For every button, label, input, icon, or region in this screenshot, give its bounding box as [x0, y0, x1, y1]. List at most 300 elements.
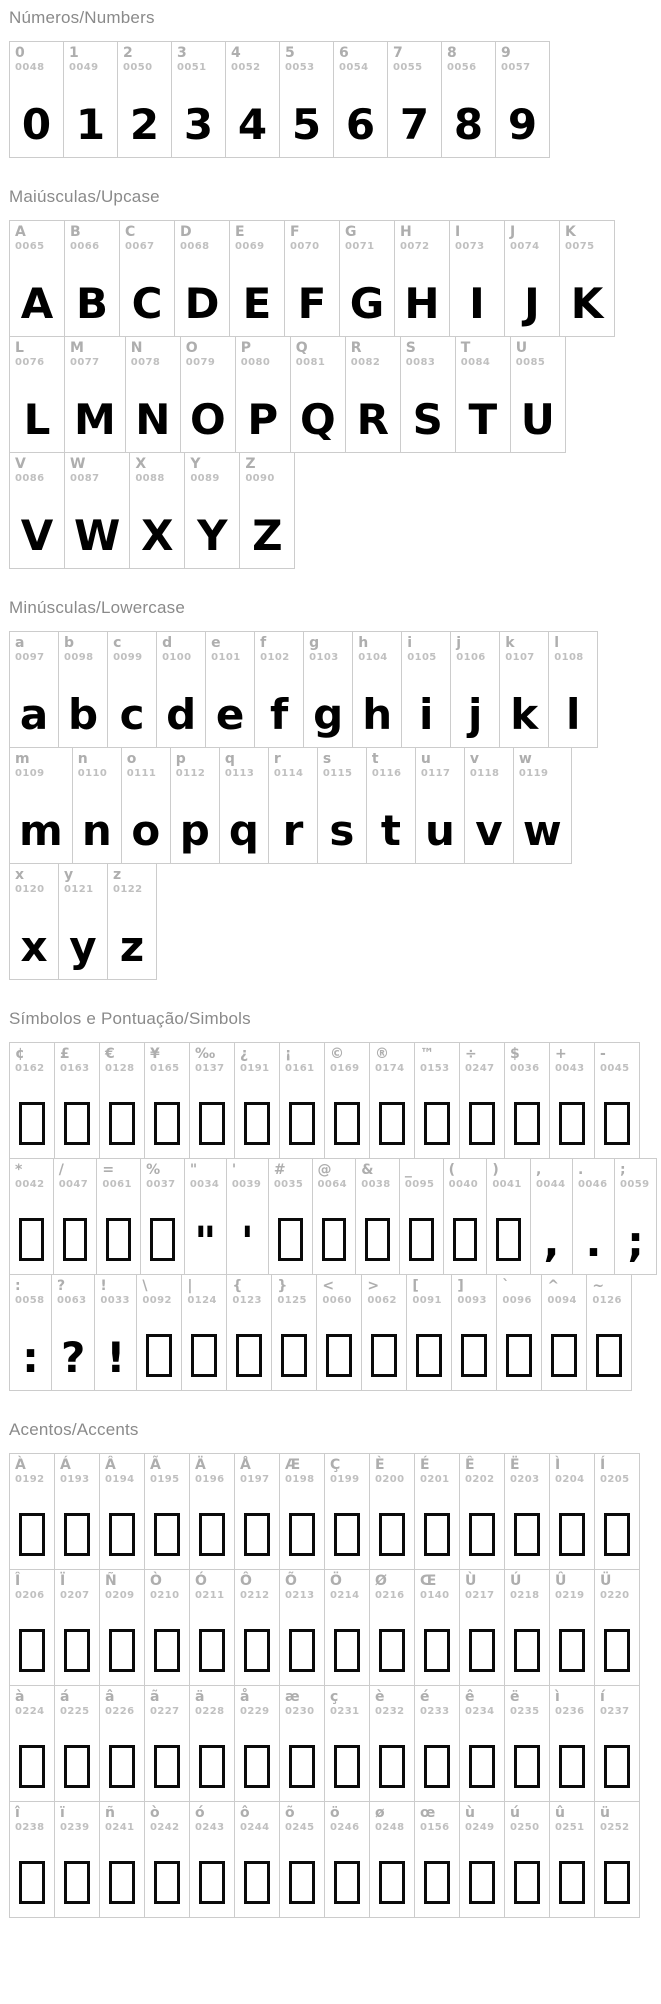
cell-glyph: s: [329, 806, 355, 856]
cell-header: [10, 337, 64, 368]
char-row: [9, 1569, 657, 1686]
cell-unicode-code: 0198: [285, 1473, 315, 1485]
cell-glyph: [550, 1485, 594, 1569]
char-cell: [324, 1801, 370, 1918]
cell-char-label: i: [407, 635, 413, 651]
cell-header: [325, 1454, 369, 1485]
cell-glyph: [325, 1717, 369, 1801]
missing-glyph-box: [559, 1629, 585, 1672]
cell-glyph: W: [74, 511, 121, 561]
cell-char-label: ¡: [285, 1046, 292, 1062]
cell-header: [190, 1686, 234, 1717]
cell-glyph: [505, 1717, 549, 1801]
char-cell: [594, 1801, 640, 1918]
char-cell: [72, 747, 122, 864]
cell-char-label: U: [515, 340, 528, 356]
cell-header: [10, 632, 58, 663]
cell-header: [118, 42, 171, 73]
cell-unicode-code: 0193: [60, 1473, 90, 1485]
section-rows: [9, 631, 657, 980]
cell-unicode-code: 0231: [330, 1705, 360, 1717]
cell-unicode-code: 0243: [195, 1821, 225, 1833]
cell-char-label: o: [126, 751, 137, 767]
char-cell: [369, 1453, 415, 1570]
missing-glyph-box: [551, 1334, 577, 1377]
char-cell: [572, 1158, 615, 1275]
cell-glyph: q: [228, 806, 259, 856]
cell-glyph: [100, 1601, 144, 1685]
cell-unicode-code: 0122: [113, 883, 143, 895]
cell-glyph: [55, 1833, 99, 1917]
cell-glyph: [280, 1485, 324, 1569]
cell-glyph: ': [240, 1217, 254, 1267]
cell-unicode-code: 0191: [240, 1062, 270, 1074]
char-cell: [54, 1042, 100, 1159]
cell-unicode-code: 0042: [15, 1178, 45, 1190]
cell-unicode-code: 0091: [412, 1294, 442, 1306]
cell-header: [145, 1802, 189, 1833]
char-cell: [549, 1801, 595, 1918]
cell-char-label: à: [15, 1689, 25, 1705]
cell-unicode-code: 0242: [150, 1821, 180, 1833]
missing-glyph-box: [289, 1745, 315, 1788]
cell-glyph: [550, 1717, 594, 1801]
char-row: [9, 220, 657, 337]
missing-glyph-box: [424, 1513, 450, 1556]
cell-glyph: 4: [237, 100, 268, 150]
cell-char-label: @: [317, 1162, 332, 1178]
cell-char-label: ü: [600, 1805, 610, 1821]
cell-header: [59, 632, 107, 663]
cell-unicode-code: 0070: [290, 240, 320, 252]
char-cell: [316, 1274, 362, 1391]
char-cell: [9, 452, 65, 569]
cell-char-label: ?: [57, 1278, 66, 1294]
char-cell: [414, 1453, 460, 1570]
char-cell: [171, 41, 226, 158]
cell-glyph: [542, 1306, 586, 1390]
cell-header: [190, 1454, 234, 1485]
char-cell: [459, 1042, 505, 1159]
missing-glyph-box: [64, 1861, 90, 1904]
cell-unicode-code: 0140: [420, 1589, 450, 1601]
cell-char-label: ©: [330, 1046, 344, 1062]
cell-unicode-code: 0217: [465, 1589, 495, 1601]
cell-header: [181, 337, 235, 368]
missing-glyph-box: [19, 1102, 45, 1145]
cell-char-label: Ü: [600, 1573, 612, 1589]
cell-char-label: é: [420, 1689, 430, 1705]
missing-glyph-box: [469, 1102, 495, 1145]
cell-char-label: e: [211, 635, 221, 651]
cell-header: [269, 748, 317, 779]
cell-unicode-code: 0137: [195, 1062, 225, 1074]
char-cell: [339, 220, 395, 337]
cell-header: [465, 748, 513, 779]
cell-header: [573, 1159, 614, 1190]
cell-header: [64, 42, 117, 73]
missing-glyph-box: [199, 1861, 225, 1904]
char-cell: [9, 1042, 55, 1159]
cell-char-label: 0: [15, 45, 25, 61]
cell-unicode-code: 0128: [105, 1062, 135, 1074]
char-cell: [121, 747, 171, 864]
cell-char-label: è: [375, 1689, 385, 1705]
cell-glyph: [415, 1717, 459, 1801]
cell-glyph: [141, 1190, 184, 1274]
cell-header: [367, 748, 415, 779]
cell-glyph: Z: [252, 511, 283, 561]
cell-glyph: 6: [345, 100, 376, 150]
cell-header: [511, 337, 565, 368]
cell-unicode-code: 0081: [295, 356, 326, 368]
cell-unicode-code: 0165: [150, 1062, 180, 1074]
cell-header: [325, 1802, 369, 1833]
char-cell: [144, 1042, 190, 1159]
cell-unicode-code: 0078: [130, 356, 161, 368]
char-cell: [594, 1685, 640, 1802]
cell-unicode-code: 0061: [102, 1178, 132, 1190]
cell-char-label: ë: [510, 1689, 520, 1705]
cell-unicode-code: 0205: [600, 1473, 630, 1485]
cell-unicode-code: 0110: [77, 767, 108, 779]
cell-glyph: L: [23, 395, 51, 445]
cell-unicode-code: 0056: [447, 61, 477, 73]
cell-unicode-code: 0055: [393, 61, 423, 73]
missing-glyph-box: [289, 1102, 315, 1145]
char-cell: [9, 41, 64, 158]
cell-char-label: P: [240, 340, 252, 356]
missing-glyph-box: [199, 1745, 225, 1788]
cell-char-label: n: [77, 751, 88, 767]
cell-unicode-code: 0058: [15, 1294, 45, 1306]
cell-header: [137, 1275, 181, 1306]
cell-glyph: [325, 1074, 369, 1158]
cell-char-label: Z: [245, 456, 256, 472]
cell-header: [549, 632, 597, 663]
char-cell: [226, 1158, 269, 1275]
cell-header: [415, 1802, 459, 1833]
char-row: [9, 336, 657, 453]
cell-glyph: [227, 1306, 271, 1390]
cell-header: [415, 1043, 459, 1074]
cell-header: [65, 337, 125, 368]
cell-char-label: B: [70, 224, 81, 240]
cell-char-label: î: [15, 1805, 20, 1821]
cell-unicode-code: 0201: [420, 1473, 450, 1485]
cell-header: [317, 1275, 361, 1306]
cell-header: [54, 1159, 97, 1190]
cell-unicode-code: 0069: [235, 240, 265, 252]
cell-unicode-code: 0232: [375, 1705, 405, 1717]
cell-char-label: D: [180, 224, 192, 240]
cell-unicode-code: 0067: [125, 240, 155, 252]
cell-header: [407, 1275, 451, 1306]
cell-unicode-code: 0036: [510, 1062, 540, 1074]
cell-glyph: X: [141, 511, 174, 561]
section-rows: [9, 41, 657, 158]
cell-header: [415, 1454, 459, 1485]
char-cell: [235, 336, 291, 453]
cell-glyph: F: [297, 279, 327, 329]
cell-char-label: õ: [285, 1805, 295, 1821]
cell-unicode-code: 0059: [620, 1178, 650, 1190]
cell-header: [240, 453, 294, 484]
cell-unicode-code: 0251: [555, 1821, 585, 1833]
cell-glyph: R: [356, 395, 389, 445]
missing-glyph-box: [154, 1861, 180, 1904]
cell-glyph: D: [184, 279, 220, 329]
cell-header: [220, 748, 268, 779]
char-cell: [125, 336, 181, 453]
cell-unicode-code: 0229: [240, 1705, 270, 1717]
missing-glyph-box: [604, 1513, 630, 1556]
char-cell: [170, 747, 220, 864]
char-cell: [54, 1801, 100, 1918]
cell-char-label: &: [361, 1162, 374, 1178]
char-cell: [459, 1569, 505, 1686]
cell-unicode-code: 0123: [232, 1294, 262, 1306]
cell-glyph: [415, 1485, 459, 1569]
cell-glyph: u: [424, 806, 455, 856]
cell-glyph: [460, 1833, 504, 1917]
cell-header: [272, 1275, 316, 1306]
char-cell: [181, 1274, 227, 1391]
cell-glyph: [137, 1306, 181, 1390]
cell-char-label: =: [102, 1162, 115, 1178]
char-cell: [414, 1569, 460, 1686]
cell-glyph: [100, 1485, 144, 1569]
cell-unicode-code: 0163: [60, 1062, 90, 1074]
cell-glyph: 9: [507, 100, 538, 150]
cell-header: [451, 632, 499, 663]
char-cell: [144, 1685, 190, 1802]
char-row: [9, 452, 657, 569]
cell-glyph: M: [74, 395, 116, 445]
cell-glyph: 8: [453, 100, 484, 150]
cell-glyph: [370, 1717, 414, 1801]
cell-char-label: x: [15, 867, 25, 883]
cell-unicode-code: 0210: [150, 1589, 180, 1601]
missing-glyph-box: [19, 1745, 45, 1788]
cell-header: [10, 1159, 53, 1190]
cell-char-label: £: [60, 1046, 70, 1062]
cell-header: [460, 1686, 504, 1717]
cell-glyph: x: [20, 922, 48, 972]
cell-header: [227, 1159, 268, 1190]
cell-glyph: g: [313, 690, 344, 740]
missing-glyph-box: [109, 1629, 135, 1672]
cell-char-label: a: [15, 635, 25, 651]
cell-unicode-code: 0156: [420, 1821, 450, 1833]
char-cell: [459, 1801, 505, 1918]
cell-glyph: V: [20, 511, 54, 561]
char-cell: [548, 631, 598, 748]
missing-glyph-box: [334, 1861, 360, 1904]
cell-header: [401, 337, 455, 368]
cell-header: [206, 632, 254, 663]
cell-header: [415, 1570, 459, 1601]
cell-glyph: b: [68, 690, 99, 740]
missing-glyph-box: [514, 1629, 540, 1672]
char-row: [9, 747, 657, 864]
cell-char-label: !: [100, 1278, 107, 1294]
cell-header: [587, 1275, 631, 1306]
char-cell: [174, 220, 230, 337]
cell-char-label: ¢: [15, 1046, 25, 1062]
char-cell: [144, 1453, 190, 1570]
cell-glyph: [145, 1717, 189, 1801]
char-cell: [144, 1801, 190, 1918]
cell-glyph: o: [131, 806, 161, 856]
char-cell: [361, 1274, 407, 1391]
cell-glyph: [97, 1190, 140, 1274]
cell-char-label: <: [322, 1278, 335, 1294]
cell-unicode-code: 0216: [375, 1589, 405, 1601]
cell-header: [95, 1275, 136, 1306]
cell-char-label: ~: [592, 1278, 605, 1294]
cell-unicode-code: 0074: [510, 240, 540, 252]
missing-glyph-box: [322, 1218, 347, 1261]
cell-glyph: Y: [197, 511, 228, 561]
cell-char-label: ¥: [150, 1046, 160, 1062]
cell-unicode-code: 0236: [555, 1705, 585, 1717]
char-cell: [355, 1158, 400, 1275]
missing-glyph-box: [63, 1218, 88, 1261]
cell-char-label: 2: [123, 45, 133, 61]
cell-glyph: [235, 1601, 279, 1685]
char-cell: [406, 1274, 452, 1391]
missing-glyph-box: [514, 1513, 540, 1556]
cell-header: [100, 1686, 144, 1717]
char-cell: [239, 452, 295, 569]
cell-header: [505, 1686, 549, 1717]
cell-header: [10, 864, 58, 895]
cell-char-label: ä: [195, 1689, 205, 1705]
cell-unicode-code: 0195: [150, 1473, 180, 1485]
cell-unicode-code: 0087: [70, 472, 100, 484]
cell-glyph: 1: [75, 100, 106, 150]
cell-char-label: y: [64, 867, 74, 883]
cell-char-label: ;: [620, 1162, 626, 1178]
cell-char-label: g: [309, 635, 320, 651]
cell-glyph: [595, 1833, 639, 1917]
char-cell: [53, 1158, 98, 1275]
cell-unicode-code: 0161: [285, 1062, 315, 1074]
cell-char-label: R: [350, 340, 362, 356]
missing-glyph-box: [109, 1861, 135, 1904]
missing-glyph-box: [604, 1745, 630, 1788]
cell-unicode-code: 0092: [142, 1294, 172, 1306]
char-cell: [9, 1685, 55, 1802]
char-cell: [401, 631, 451, 748]
cell-glyph: [100, 1074, 144, 1158]
cell-header: [444, 1159, 487, 1190]
cell-glyph: A: [20, 279, 54, 329]
cell-header: [496, 42, 549, 73]
cell-header: [415, 1686, 459, 1717]
cell-char-label: E: [235, 224, 245, 240]
cell-glyph: [317, 1306, 361, 1390]
cell-unicode-code: 0220: [600, 1589, 630, 1601]
char-cell: [189, 1042, 235, 1159]
cell-glyph: [190, 1601, 234, 1685]
cell-header: [550, 1454, 594, 1485]
cell-glyph: 0: [21, 100, 52, 150]
char-cell: [268, 1158, 313, 1275]
cell-char-label: ™: [420, 1046, 434, 1062]
cell-glyph: [460, 1601, 504, 1685]
char-cell: [496, 1274, 542, 1391]
missing-glyph-box: [559, 1745, 585, 1788]
cell-unicode-code: 0227: [150, 1705, 180, 1717]
cell-unicode-code: 0218: [510, 1589, 540, 1601]
cell-glyph: [370, 1601, 414, 1685]
cell-unicode-code: 0108: [554, 651, 584, 663]
cell-unicode-code: 0203: [510, 1473, 540, 1485]
cell-unicode-code: 0066: [70, 240, 100, 252]
cell-char-label: r: [273, 751, 281, 767]
cell-header: [505, 221, 559, 252]
char-cell: [303, 631, 353, 748]
cell-header: [460, 1802, 504, 1833]
missing-glyph-box: [559, 1513, 585, 1556]
cell-glyph: [280, 1601, 324, 1685]
cell-unicode-code: 0202: [465, 1473, 495, 1485]
cell-char-label: m: [15, 751, 30, 767]
missing-glyph-box: [289, 1861, 315, 1904]
cell-char-label: ú: [510, 1805, 520, 1821]
cell-header: [100, 1454, 144, 1485]
char-cell: [415, 747, 465, 864]
missing-glyph-box: [424, 1745, 450, 1788]
cell-header: [190, 1802, 234, 1833]
cell-header: [10, 221, 64, 252]
char-cell: [559, 220, 615, 337]
cell-unicode-code: 0153: [420, 1062, 450, 1074]
cell-glyph: [505, 1074, 549, 1158]
char-cell: [96, 1158, 141, 1275]
cell-glyph: l: [566, 690, 581, 740]
cell-header: [595, 1686, 639, 1717]
cell-header: [514, 748, 571, 779]
missing-glyph-box: [150, 1218, 175, 1261]
cell-header: [145, 1686, 189, 1717]
cell-unicode-code: 0097: [15, 651, 45, 663]
char-row: [9, 1274, 657, 1391]
cell-glyph: y: [69, 922, 97, 972]
cell-glyph: [452, 1306, 496, 1390]
missing-glyph-box: [191, 1334, 217, 1377]
char-cell: [189, 1569, 235, 1686]
cell-glyph: [313, 1190, 356, 1274]
cell-header: [325, 1043, 369, 1074]
char-cell: [54, 1569, 100, 1686]
char-cell: [400, 336, 456, 453]
char-row: [9, 1685, 657, 1802]
cell-char-label: Ê: [465, 1457, 475, 1473]
cell-char-label: N: [130, 340, 143, 356]
missing-glyph-box: [326, 1334, 352, 1377]
cell-unicode-code: 0107: [505, 651, 535, 663]
cell-unicode-code: 0204: [555, 1473, 585, 1485]
char-cell: [459, 1685, 505, 1802]
cell-char-label: _: [404, 1162, 412, 1178]
cell-header: [185, 1159, 226, 1190]
cell-char-label: H: [400, 224, 412, 240]
char-cell: [9, 1274, 52, 1391]
cell-unicode-code: 0098: [64, 651, 94, 663]
